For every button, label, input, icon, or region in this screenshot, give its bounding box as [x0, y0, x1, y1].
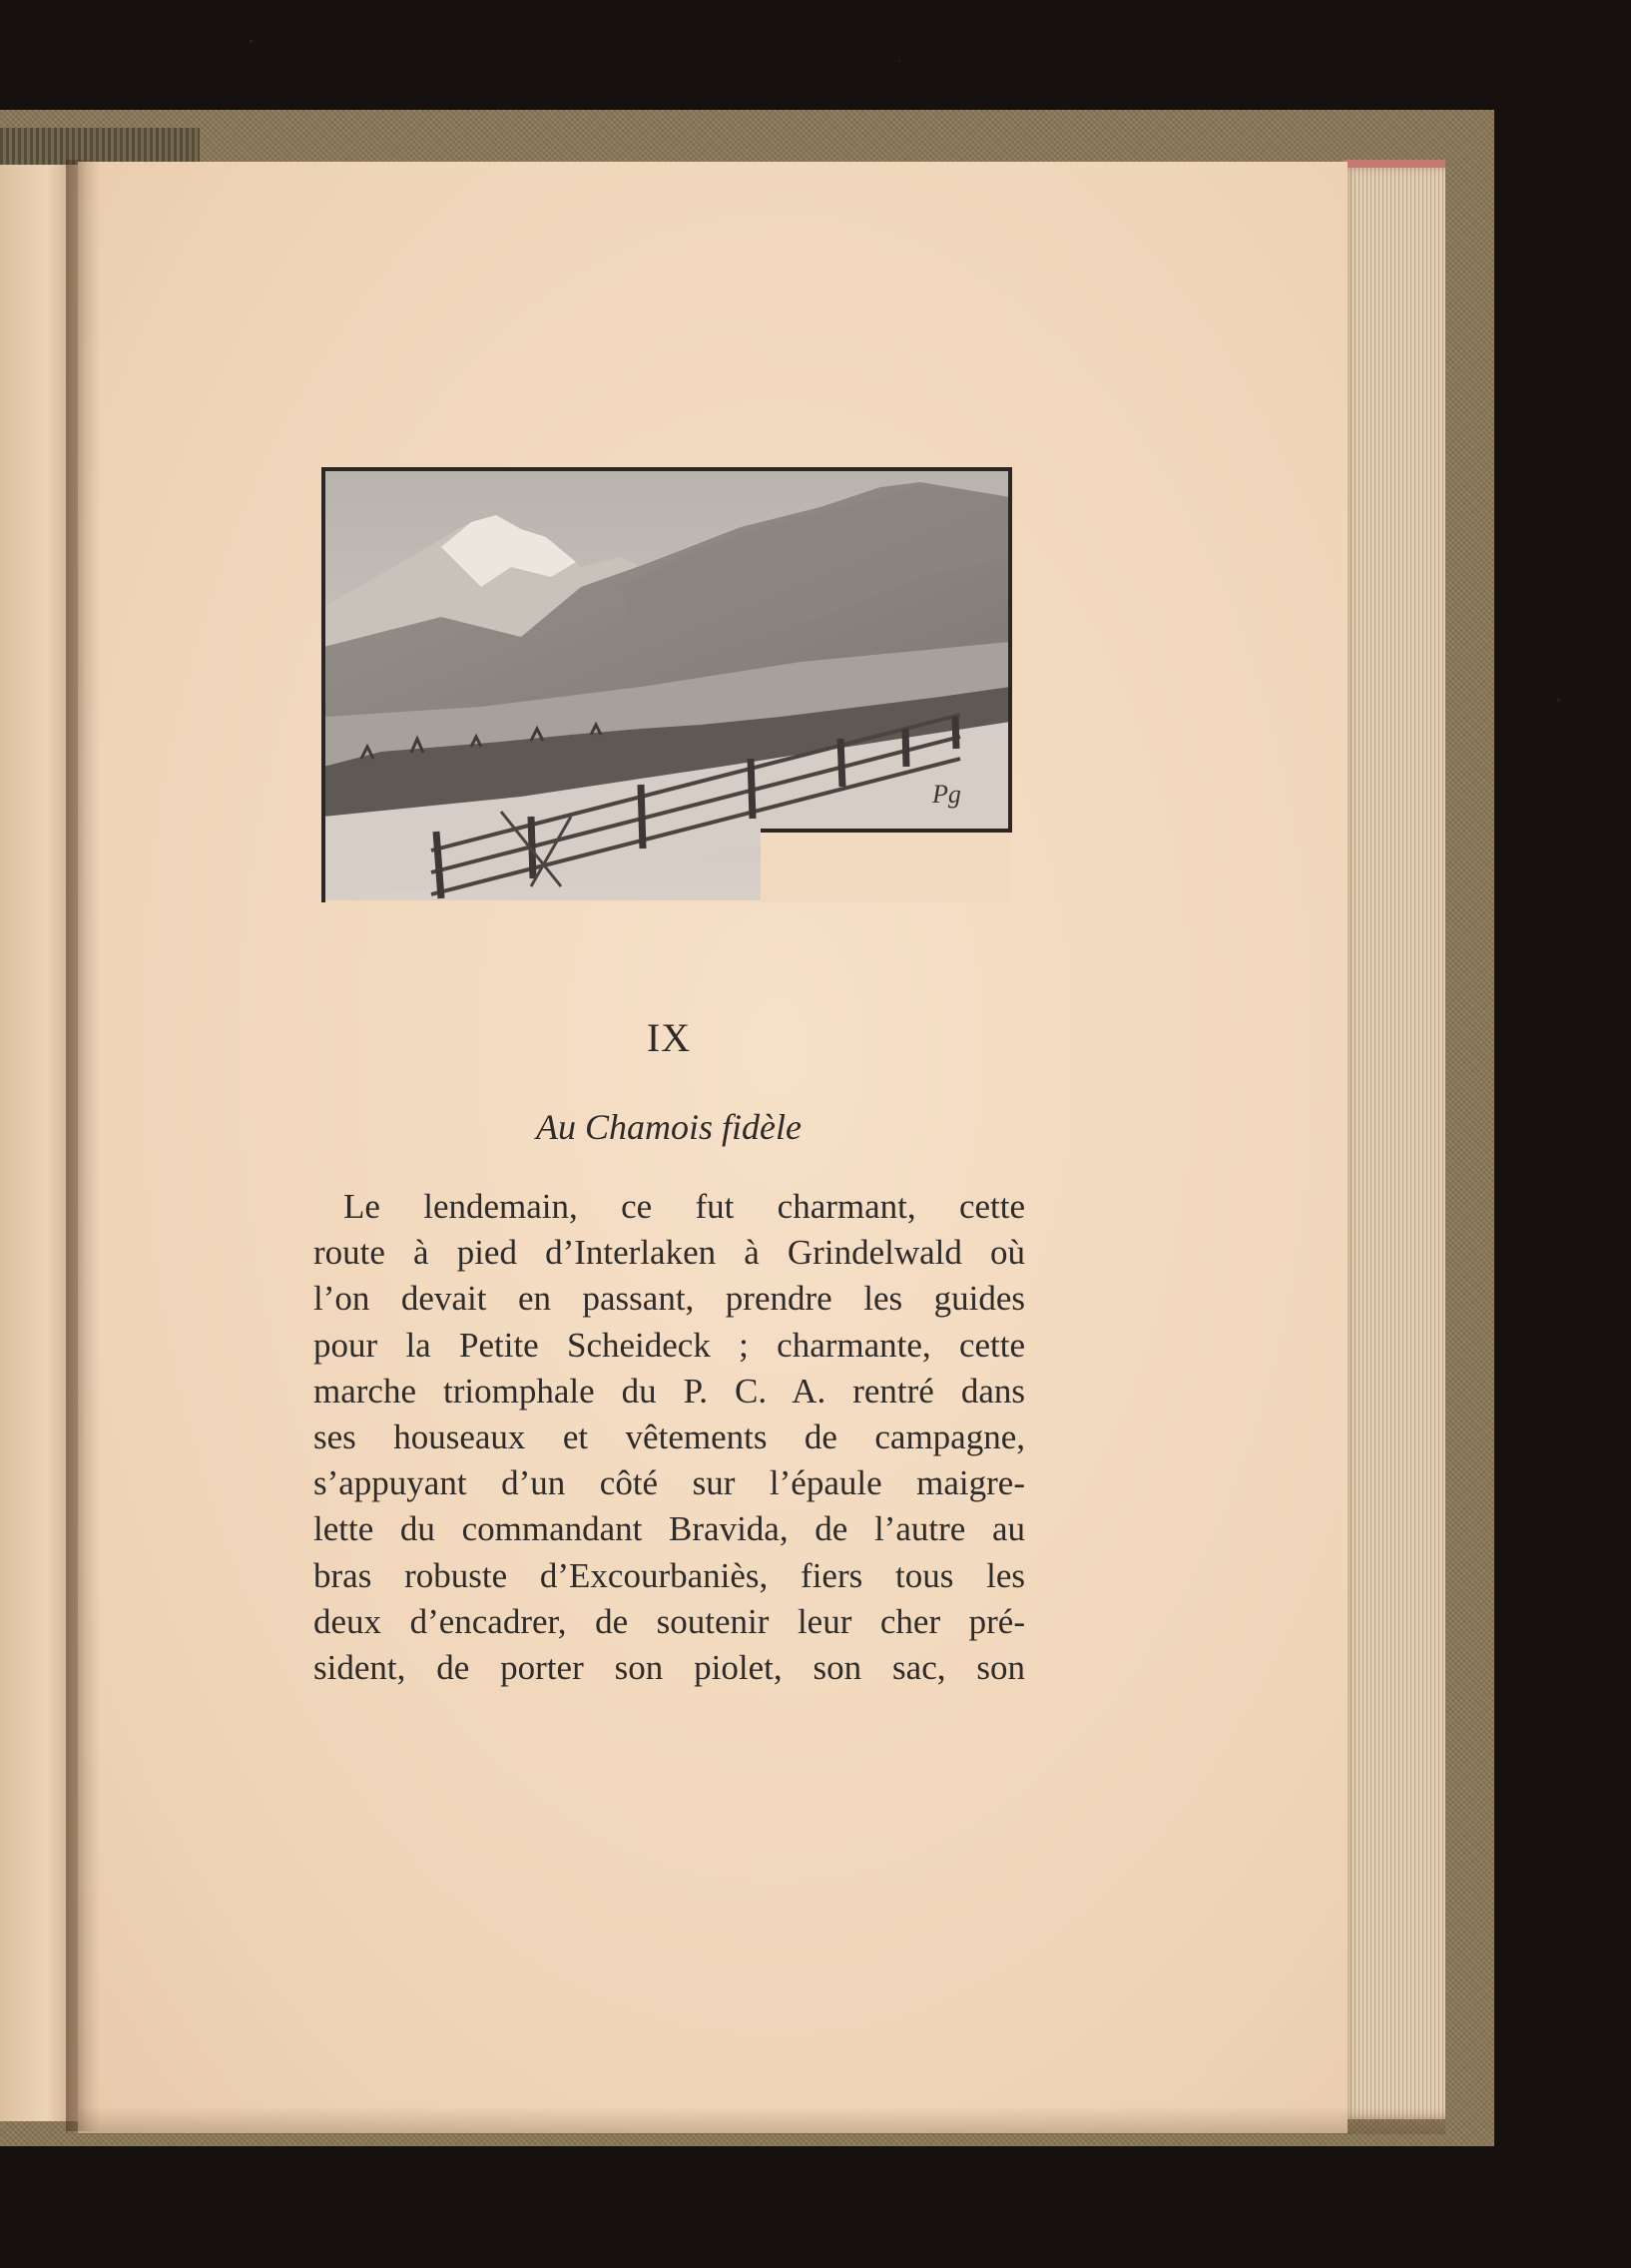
text-line: bras robuste d’Excourbaniès, fiers tous les: [313, 1555, 1025, 1595]
text-line: sident, de porter son piolet, son sac, son: [313, 1647, 1025, 1687]
text-line: lette du commandant Bravida, de l’autre au: [313, 1509, 1025, 1549]
text-line: route à pied d’Interlaken à Grindelwald où: [313, 1233, 1025, 1273]
text-line: marche triomphale du P. C. A. rentré dans: [313, 1371, 1025, 1411]
text-line: pour la Petite Scheideck ; charmante, cette: [313, 1325, 1025, 1365]
text-line: ses houseaux et vêtements de campagne,: [313, 1417, 1025, 1456]
page-block-edges: [1343, 168, 1445, 2119]
mountain-landscape-icon: [321, 467, 1012, 902]
page-bottom-shadow: [78, 2106, 1445, 2134]
text-line: l’on devait en passant, prendre les guides: [313, 1279, 1025, 1319]
chapter-number: IX: [646, 1015, 692, 1060]
text-line: deux d’encadrer, de soutenir leur cher pré-: [313, 1601, 1025, 1641]
text-line: Le lendemain, ce fut charmant, cette: [343, 1187, 1025, 1226]
text-line: s’appuyant d’un côté sur l’épaule maigre-: [313, 1463, 1025, 1503]
illustration-signature: Pg: [932, 780, 961, 809]
chapter-illustration: [321, 467, 1012, 902]
book-gutter-shadow: [66, 160, 100, 2131]
chapter-body-text: [313, 1184, 1025, 1691]
chapter-title: Au Chamois fidèle: [536, 1107, 802, 1147]
